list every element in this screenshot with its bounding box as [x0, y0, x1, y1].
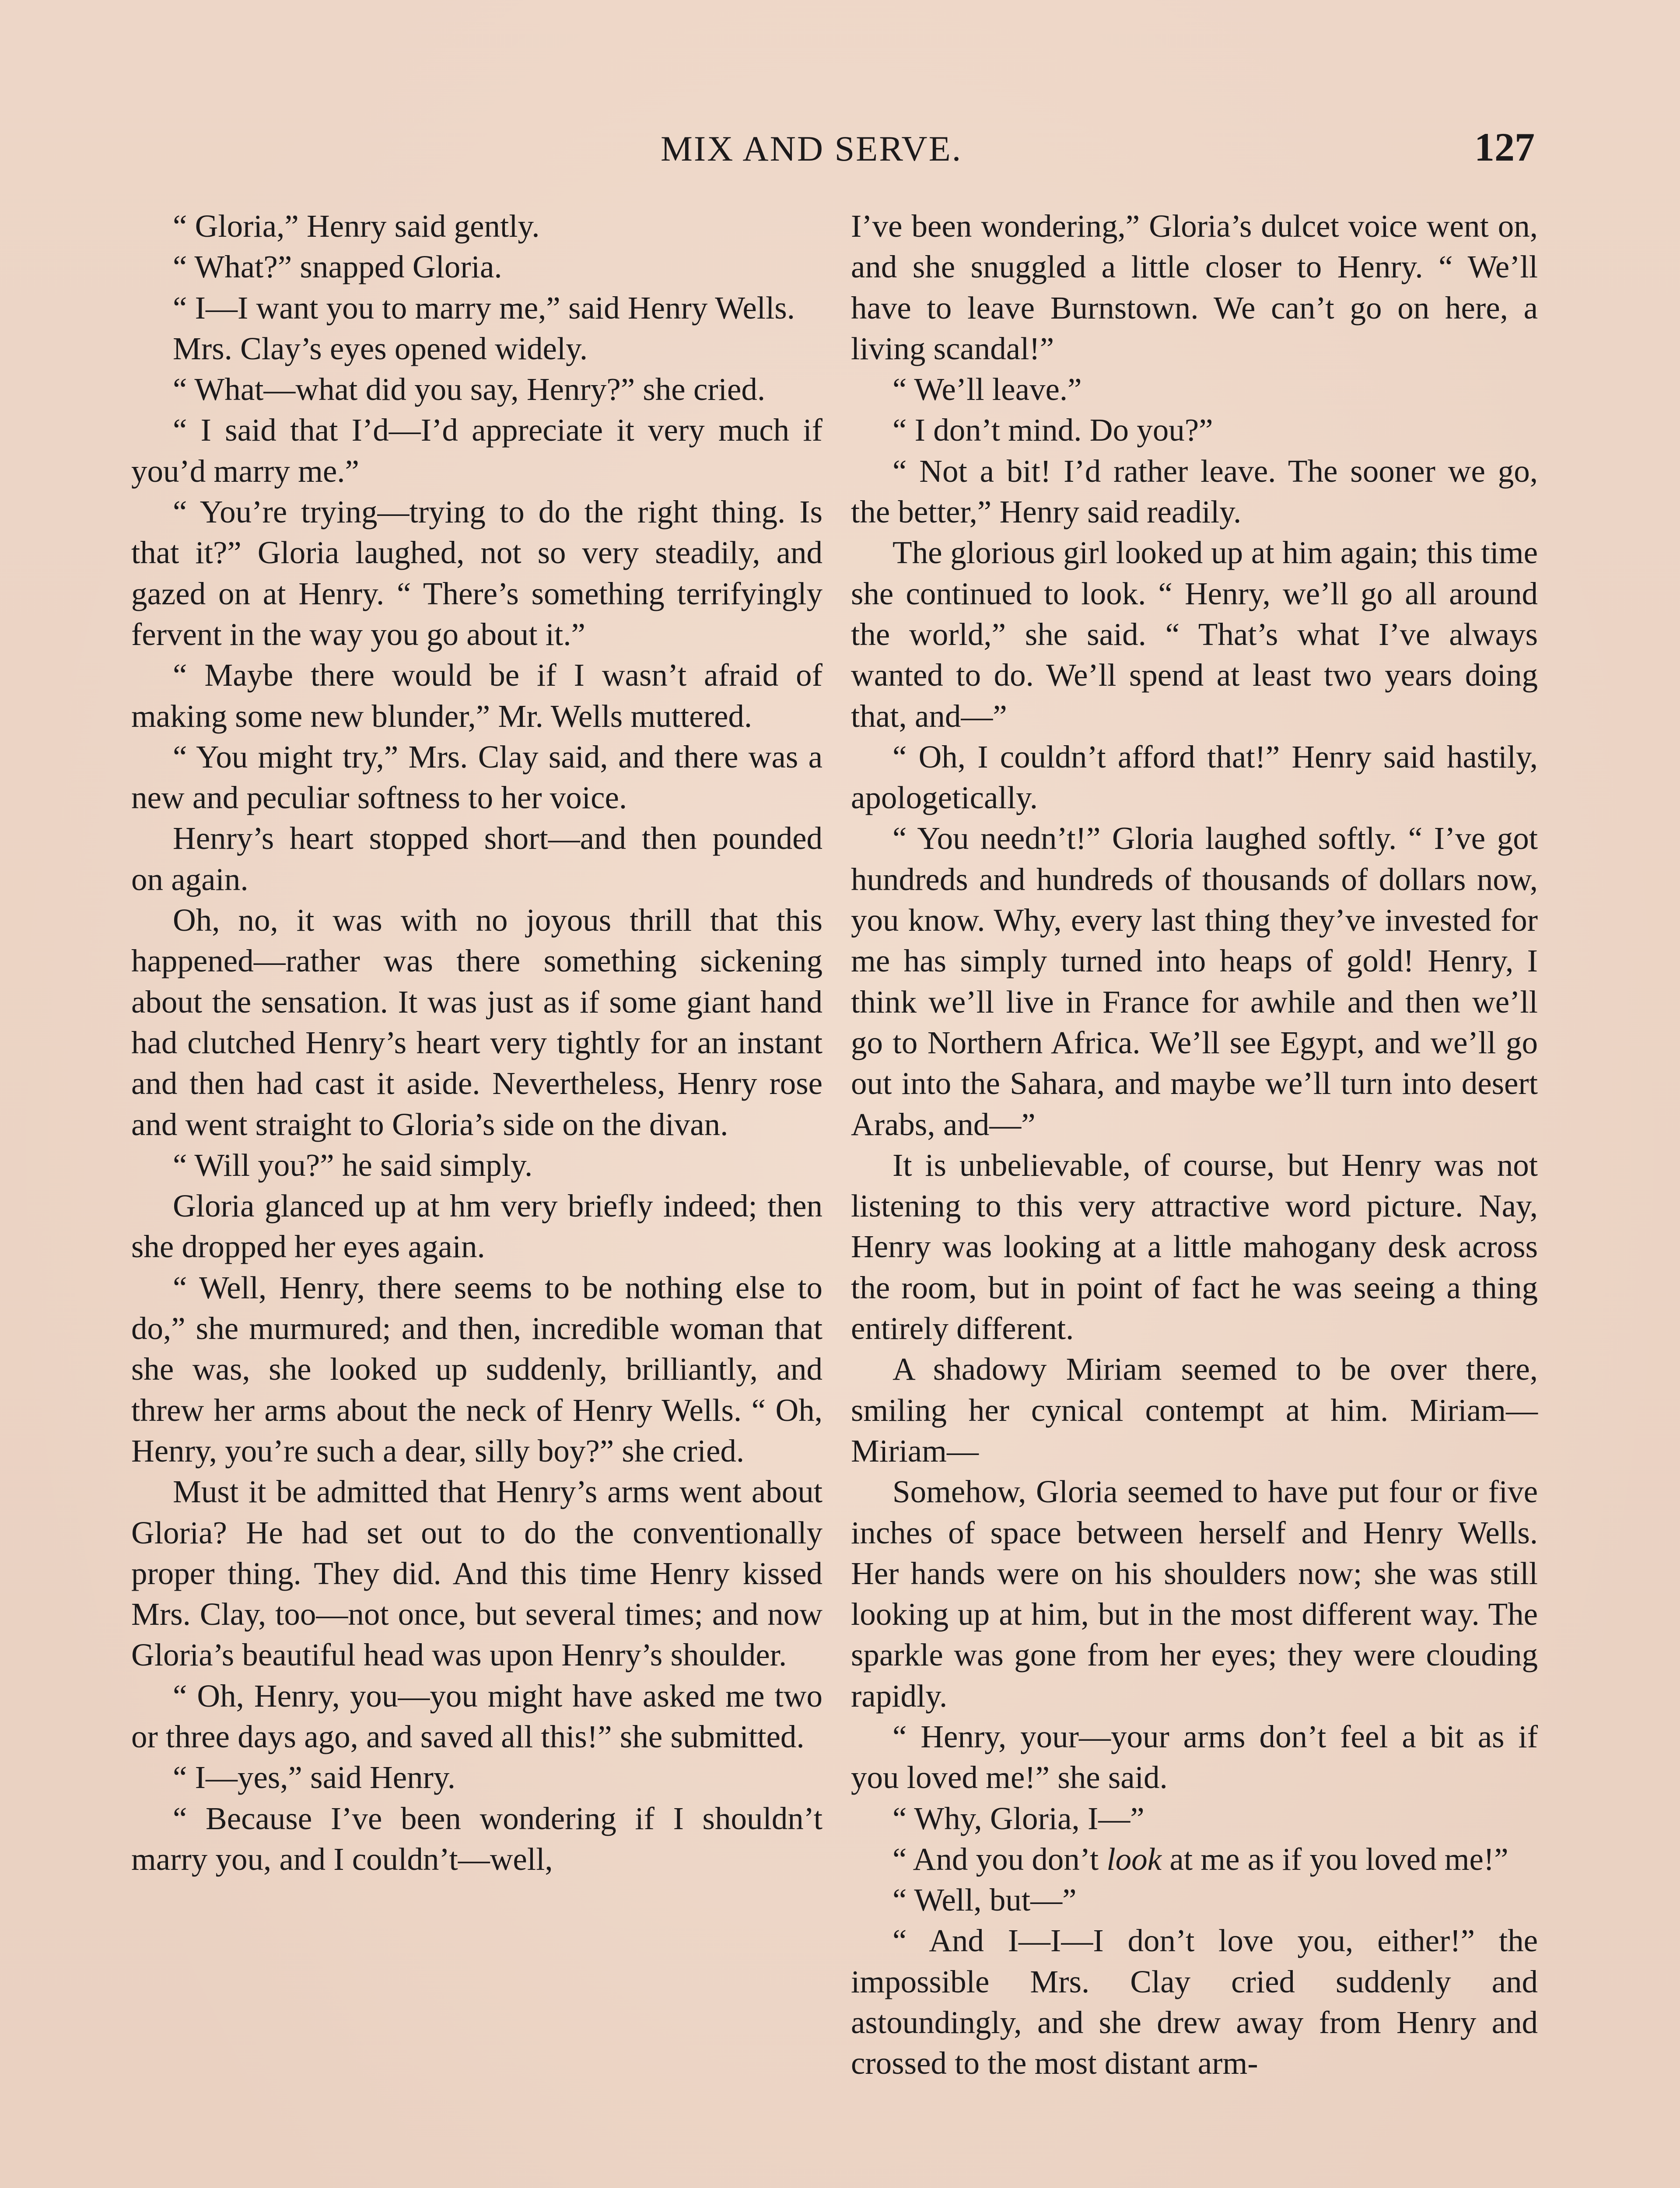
paragraph: A shadowy Miriam seemed to be over there, smiling her cynical contempt at him. Miriam—Miriam—: [851, 1351, 1538, 1469]
paragraph: “ Gloria,” Henry said gently.: [173, 208, 540, 244]
paragraph: “ Oh, I couldn’t afford that!” Henry said hastily, apologetically.: [851, 739, 1538, 816]
paragraph: “ I don’t mind. Do you?”: [892, 412, 1213, 448]
paragraph: “ Henry, your—your arms don’t feel a bit as if you loved me!” she said.: [851, 1718, 1538, 1795]
paragraph: Somehow, Gloria seemed to have put four or five inches of space between herself and Henry Wells. Her hands were on his shoulders now; she was still looking up at him, but in the most different way. The sparkle was gone from her eyes; they were clouding rapidly.: [851, 1474, 1538, 1714]
paragraph: “ You might try,” Mrs. Clay said, and there was a new and peculiar softness to her voice.: [131, 739, 822, 816]
paragraph: The glorious girl looked up at him again; this time she continued to look. “ Henry, we’ll go all around the world,” she said. “ That’s what I’ve always wanted to do. We’ll spend at least two years doing that, and—”: [851, 535, 1538, 734]
paragraph: “ And I—I—I don’t love you, either!” the impossible Mrs. Clay cried suddenly and astoundingly, and she drew away from Henry and crossed to the most distant arm-: [851, 1923, 1538, 2081]
paragraph: I’ve been wondering,” Gloria’s dulcet voice went on, and she snuggled a little closer to Henry. “ We’ll have to leave Burnstown. We can’t go on here, a living scandal!”: [851, 208, 1538, 366]
running-head: MIX AND SERVE.: [661, 129, 962, 168]
paragraph: “ And you don’t look at me as if you loved me!”: [892, 1841, 1508, 1877]
paragraph: It is unbelievable, of course, but Henry was not listening to this very attractive word picture. Nay, Henry was looking at a little mahogany desk across the room, but in point of fact he was seeing a thing entirely different.: [851, 1147, 1538, 1346]
paragraph: “ I—I want you to marry me,” said Henry Wells.: [173, 290, 795, 326]
paragraph: Oh, no, it was with no joyous thrill that this happened—rather was there something sickening about the sensation. It was just as if some giant hand had clutched Henry’s heart very tightly for an instant and then had cast it aside. Nevertheless, Henry rose and went straight to Gloria’s side on the divan.: [131, 902, 822, 1142]
paragraph: “ Not a bit! I’d rather leave. The sooner we go, the better,” Henry said readily.: [851, 453, 1538, 530]
paragraph: “ What?” snapped Gloria.: [173, 249, 502, 285]
paragraph: “ Maybe there would be if I wasn’t afraid of making some new blunder,” Mr. Wells muttered.: [131, 657, 822, 734]
paragraph: “ Why, Gloria, I—”: [892, 1800, 1144, 1836]
paragraph: Mrs. Clay’s eyes opened widely.: [173, 330, 588, 366]
paragraph: Henry’s heart stopped short—and then pounded on again.: [131, 820, 822, 897]
paragraph: Gloria glanced up at hm very briefly indeed; then she dropped her eyes again.: [131, 1188, 822, 1265]
paragraph: “ We’ll leave.”: [892, 372, 1082, 407]
paragraph: “ Will you?” he said simply.: [173, 1147, 533, 1183]
paragraph: “ I—yes,” said Henry.: [173, 1760, 455, 1795]
paragraph: “ Oh, Henry, you—you might have asked me two or three days ago, and saved all this!” she submitted.: [131, 1678, 822, 1754]
paragraph: “ I said that I’d—I’d appreciate it very much if you’d marry me.”: [131, 412, 822, 489]
right-text-column: [851, 206, 1538, 2084]
paragraph: “ Because I’ve been wondering if I shouldn’t marry you, and I couldn’t—well,: [131, 1800, 822, 1877]
paragraph: “ Well, Henry, there seems to be nothing else to do,” she murmured; and then, incredible woman that she was, she looked up suddenly, brilliantly, and threw her arms about the neck of Henry Wells. “ Oh, Henry, you’re such a dear, silly boy?” she cried.: [131, 1269, 822, 1469]
paragraph: “ You needn’t!” Gloria laughed softly. “ I’ve got hundreds and hundreds of thousands of dollars now, you know. Why, every last thing they’ve invested for me has simply turned into heaps of gold! Henry, I think we’ll live in France for awhile and then we’ll go to Northern Africa. We’ll see Egypt, and we’ll go out into the Sahara, and maybe we’ll turn into desert Arabs, and—”: [851, 820, 1538, 1142]
paragraph: “ You’re trying—trying to do the right thing. Is that it?” Gloria laughed, not so very steadily, and gazed on at Henry. “ There’s something terrifyingly fervent in the way you go about it.”: [131, 494, 822, 652]
paragraph: “ Well, but—”: [892, 1882, 1077, 1918]
left-text-column: [131, 206, 822, 1879]
paragraph: “ What—what did you say, Henry?” she cried.: [173, 372, 766, 407]
page-number: 127: [1474, 125, 1535, 169]
paragraph: Must it be admitted that Henry’s arms went about Gloria? He had set out to do the conventionally proper thing. They did. And this time Henry kissed Mrs. Clay, too—not once, but several times; and now Gloria’s beautiful head was upon Henry’s shoulder.: [131, 1474, 822, 1673]
